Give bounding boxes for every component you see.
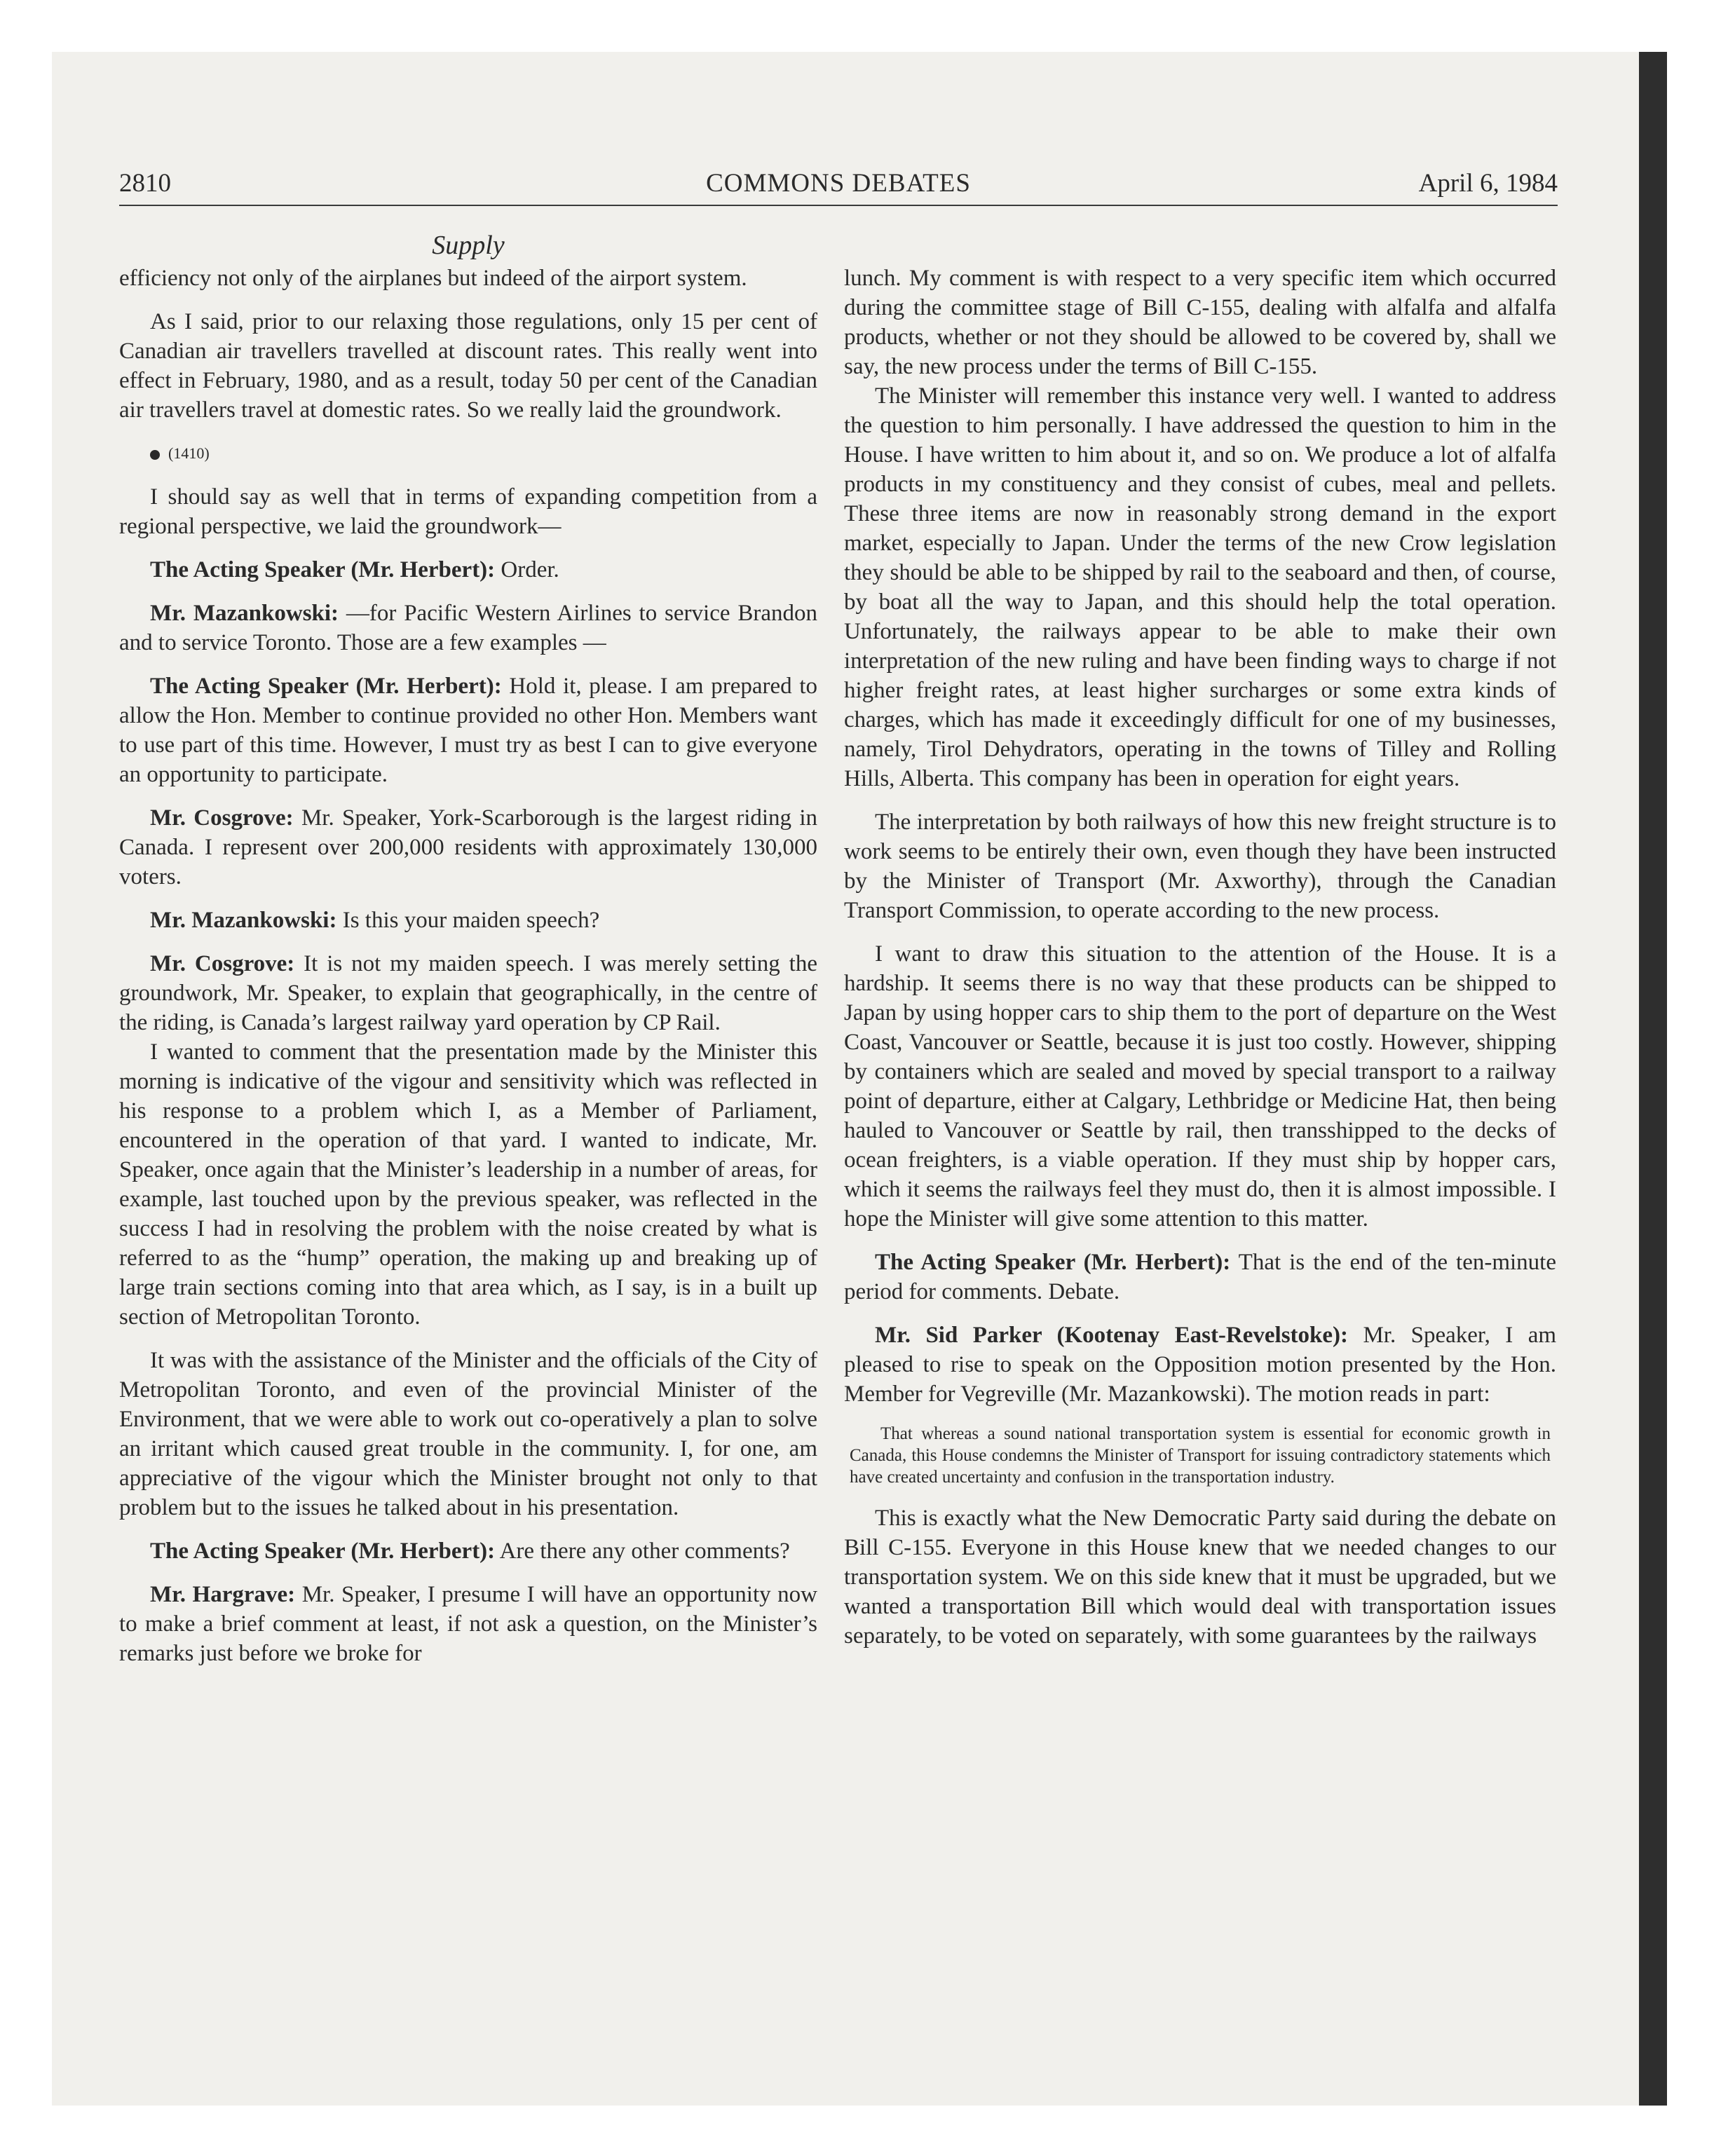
paragraph: The interpretation by both railways of how this new freight structure is to work seems to be entirely their own, even though they have been instructed by the Minister of Transport (Mr. Axworthy), through the Canadian Transport Commission, to operate according to the new process. [844,810,1556,923]
left-column [119,264,817,1682]
speaker-name: Mr. Mazankowski: [150,601,339,626]
speaker-name: Mr. Cosgrove: [150,805,294,831]
paragraph: As I said, prior to our relaxing those regulations, only 15 per cent of Canadian air travellers travelled at discount rates. This really went into effect in February, 1980, and as a result, today 50 per cent of the Canadian air travellers travel at domestic rates. So we really laid the groundwork. [119,309,817,423]
speaker-name: Mr. Hargrave: [150,1582,296,1607]
page-number: 2810 [119,169,171,198]
speaker-name: Mr. Mazankowski: [150,908,337,933]
header-rule [119,205,1558,206]
speech: Mr. Hargrave: Mr. Speaker, I presume I will have an opportunity now to make a brief comment at least, if not ask a question, on the Minister’s remarks just before we broke for [119,1582,817,1666]
right-column [844,264,1556,1665]
speech: Mr. Cosgrove: Mr. Speaker, York-Scarborough is the largest riding in Canada. I represent over 200,000 residents with approximately 130,000 voters. [119,805,817,889]
bullet-icon [150,450,160,460]
speech: Mr. Sid Parker (Kootenay East-Revelstoke): Mr. Speaker, I am pleased to rise to speak on the Opposition motion presented by the Hon. Member for Vegreville (Mr. Mazankowski). The motion reads in part: [844,1323,1557,1407]
section-title: Supply [432,231,505,260]
speaker-name: The Acting Speaker (Mr. Herbert): [150,557,496,582]
page-header [119,168,1558,207]
speech: Mr. Mazankowski: —for Pacific Western Airlines to service Brandon and to service Toronto. Those are a few examples — [119,601,817,655]
paragraph: I should say as well that in terms of expanding competition from a regional perspective, we laid the groundwork— [119,484,817,539]
speaker-name: Mr. Sid Parker (Kootenay East-Revelstoke): [875,1323,1349,1348]
motion-quote: That whereas a sound national transportation system is essential for economic growth in Canada, this House condemns the Minister of Transport for issuing contradictory statements which have created uncertainty and confusion in the transportation industry. [850,1424,1551,1487]
speaker-name: The Acting Speaker (Mr. Herbert): [150,1538,496,1564]
speech: The Acting Speaker (Mr. Herbert): Are there any other comments? [150,1538,790,1564]
paragraph: efficiency not only of the airplanes but indeed of the airport system. [119,266,747,291]
scan-edge-shadow [1639,52,1667,2106]
publication-title: COMMONS DEBATES [706,169,971,198]
speaker-name: The Acting Speaker (Mr. Herbert): [875,1250,1231,1275]
speech: The Acting Speaker (Mr. Herbert): Order. [150,557,559,582]
paragraph: The Minister will remember this instance very well. I wanted to address the question to him personally. I have addressed the question to him in the House. I have written to him about it, and so on. We produce a lot of alfalfa products in my constituency and they consist of cubes, meal and pellets. These three items are now in reasonably strong demand in the export market, especially to Japan. Under the terms of the new Crow legislation they should be able to be shipped by rail to the seaboard and then, of course, by boat all the way to Japan, and this should help the total operation. Unfortunately, the railways appear to be able to make their own interpretation of the new ruling and have been finding ways to charge if not higher freight rates, at least higher surcharges or some extra kinds of charges, which has made it exceedingly difficult for one of my businesses, namely, Tirol Dehydrators, operating in the towns of Tilley and Rolling Hills, Alberta. This company has been in operation for eight years. [844,383,1556,791]
paragraph: This is exactly what the New Democratic Party said during the debate on Bill C-155. Everyone in this House knew that we needed changes to our transportation system. We on this side knew that it must be upgraded, but we wanted a transportation Bill which would deal with transportation issues separately, to be voted on separately, with some guarantees by the railways [844,1506,1556,1649]
speech: The Acting Speaker (Mr. Herbert): Hold it, please. I am prepared to allow the Hon. Member to continue provided no other Hon. Members want to use part of this time. However, I must try as best I can to give everyone an opportunity to participate. [119,674,817,787]
paragraph: I want to draw this situation to the attention of the House. It is a hardship. It seems there is no way that these products can be shipped to Japan by using hopper cars to ship them to the port of departure on the West Coast, Vancouver or Seattle, because it is just too costly. However, shipping by containers which are sealed and moved by special transport to a railway point of departure, either at Calgary, Lethbridge or Medicine Hat, then being hauled to Vancouver or Seattle by rail, then transshipped to the decks of ocean freighters, is a viable operation. If they must ship by hopper cars, which it seems the railways feel they must do, then it is almost impossible. I hope the Minister will give some attention to this matter. [844,941,1556,1231]
paragraph: I wanted to comment that the presentation made by the Minister this morning is indicative of the vigour and sensitivity which was reflected in his response to a problem which I, as a Member of Parliament, encountered in the operation of that yard. I wanted to indicate, Mr. Speaker, once again that the Minister’s leadership in a number of areas, for example, last touched upon by the previous speaker, was reflected in the success I had in resolving the problem with the noise created by what is referred to as the “hump” operation, the making up and breaking up of large train sections coming into that area which, as I say, is in a built up section of Metropolitan Toronto. [119,1039,817,1330]
speaker-name: Mr. Cosgrove: [150,951,295,976]
speech: The Acting Speaker (Mr. Herbert): That is the end of the ten-minute period for comments. Debate. [844,1250,1556,1304]
page-date: April 6, 1984 [1418,169,1558,198]
speech: Mr. Cosgrove: It is not my maiden speech. I was merely setting the groundwork, Mr. Speaker, to explain that geographically, in the centre of the riding, is Canada’s largest railway yard operation by CP Rail. [119,951,817,1035]
speaker-name: The Acting Speaker (Mr. Herbert): [150,674,502,699]
paragraph: lunch. My comment is with respect to a very specific item which occurred during the committee stage of Bill C-155, dealing with alfalfa and alfalfa products, whether or not they should be allowed to be covered by, shall we say, the new process under the terms of Bill C-155. [844,266,1556,379]
time-marker: (1410) [119,439,817,468]
paragraph: It was with the assistance of the Minister and the officials of the City of Metropolitan Toronto, and even of the provincial Minister of the Environment, that we were able to work out co-operatively a plan to solve an irritant which caused great trouble in the community. I, for one, am appreciative of the vigour which the Minister brought not only to that problem but to the issues he talked about in his presentation. [119,1348,817,1520]
speech: Mr. Mazankowski: Is this your maiden speech? [150,908,600,933]
